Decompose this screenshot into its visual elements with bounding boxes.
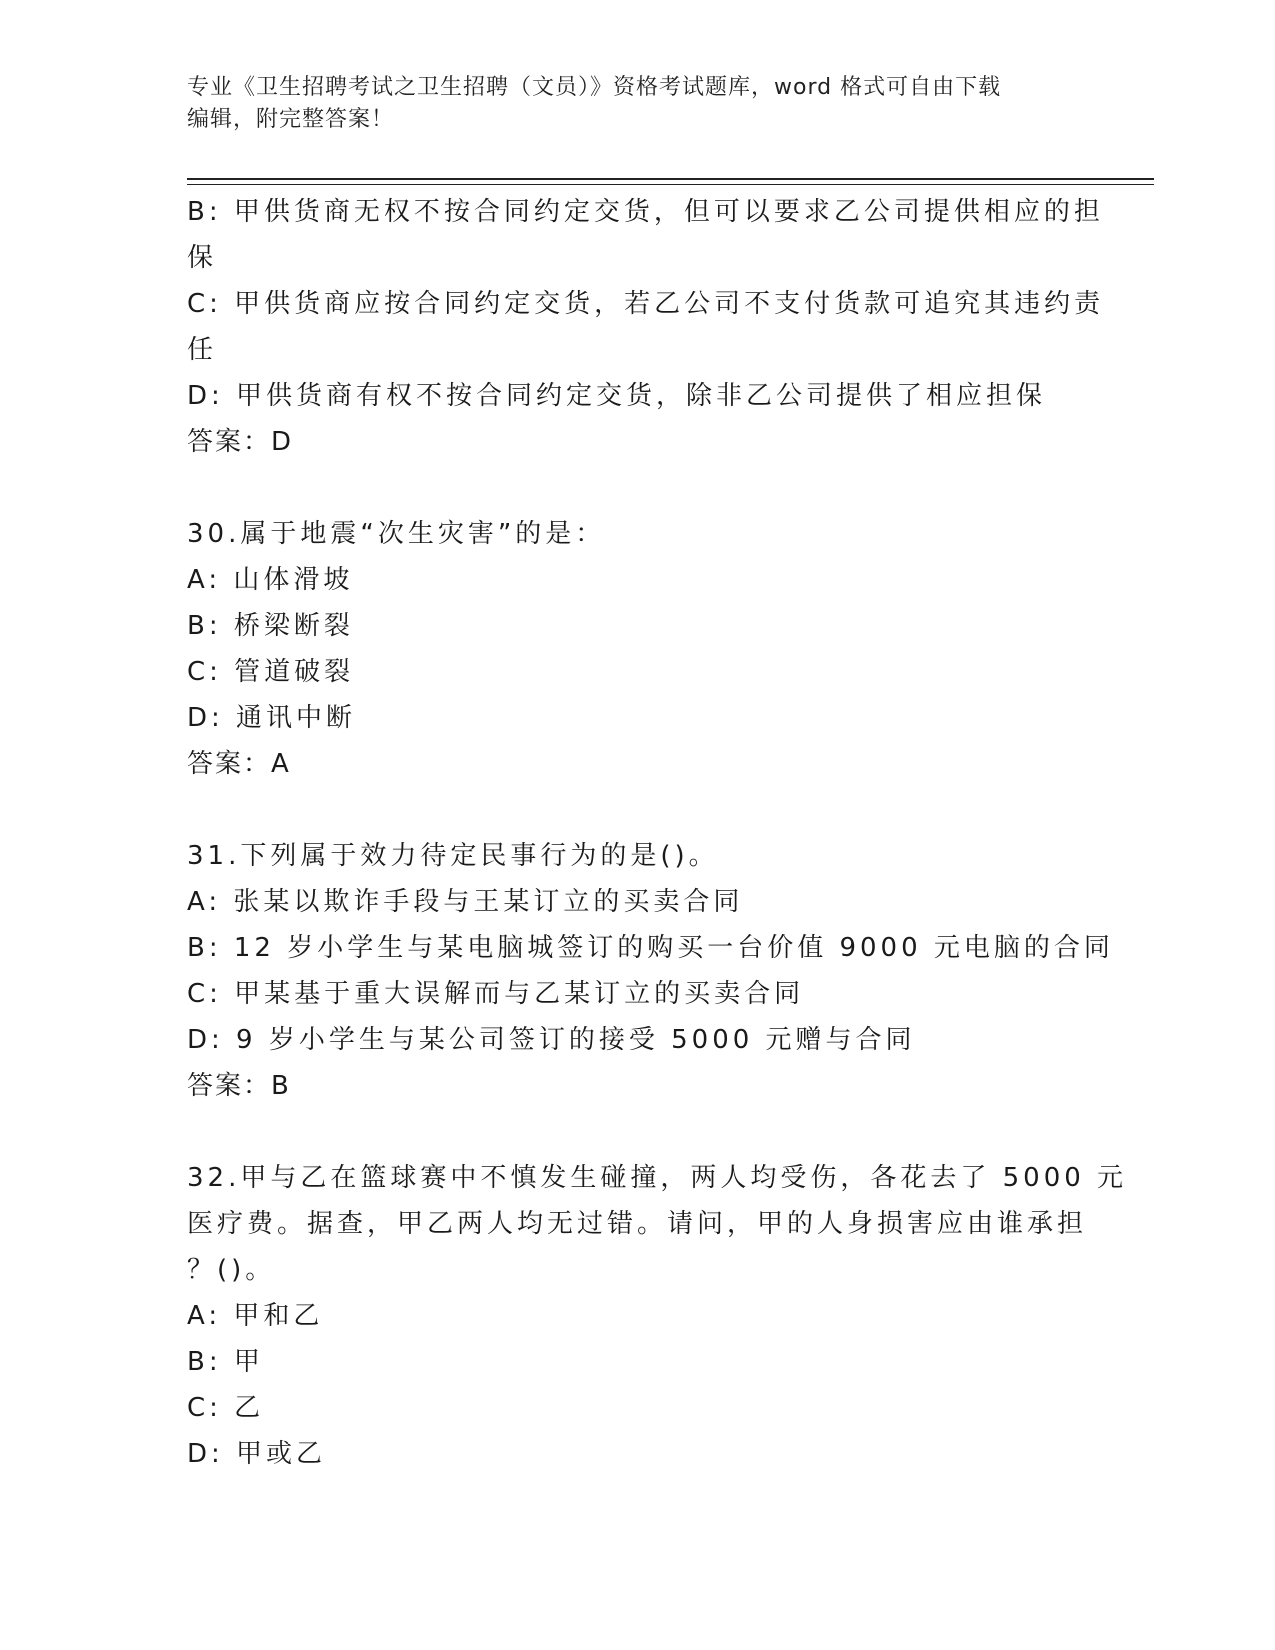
q31-option-c: C: 甲某基于重大误解而与乙某订立的买卖合同	[187, 979, 805, 1009]
q32-option-c: C: 乙	[187, 1393, 265, 1423]
q29-option-b-line2: 保	[187, 243, 218, 273]
q29-answer: 答案：D	[187, 427, 294, 457]
q29-option-b-line1: B: 甲供货商无权不按合同约定交货，但可以要求乙公司提供相应的担	[187, 197, 1104, 227]
q31-stem: 31.下列属于效力待定民事行为的是()。	[187, 841, 719, 871]
q29-option-d: D: 甲供货商有权不按合同约定交货，除非乙公司提供了相应担保	[187, 381, 1047, 411]
q30-option-c: C: 管道破裂	[187, 657, 355, 687]
q32-option-b: B: 甲	[187, 1347, 264, 1377]
q30-option-a: A: 山体滑坡	[187, 565, 354, 595]
q29-option-c-line1: C: 甲供货商应按合同约定交货，若乙公司不支付货款可追究其违约责	[187, 289, 1105, 319]
header-rule-thin	[187, 184, 1154, 185]
q29-option-c-line2: 任	[187, 335, 218, 365]
header-line-2: 编辑，附完整答案！	[187, 107, 395, 132]
spacer	[187, 1109, 1087, 1155]
q30-answer: 答案：A	[187, 749, 291, 779]
question-content	[187, 189, 1128, 1477]
spacer	[187, 787, 1087, 833]
header-rule-thick	[187, 178, 1154, 180]
q31-answer: 答案：B	[187, 1071, 291, 1101]
q30-option-b: B: 桥梁断裂	[187, 611, 354, 641]
q32-stem-line1: 32.甲与乙在篮球赛中不慎发生碰撞，两人均受伤，各花去了 5000 元	[187, 1163, 1128, 1193]
q31-option-b: B: 12 岁小学生与某电脑城签订的购买一台价值 9000 元电脑的合同	[187, 933, 1114, 963]
q32-stem-line2: 医疗费。据查，甲乙两人均无过错。请问，甲的人身损害应由谁承担	[187, 1209, 1088, 1239]
header-line-1: 专业《卫生招聘考试之卫生招聘（文员）》资格考试题库，word 格式可自由下载	[187, 75, 1002, 100]
q30-option-d: D: 通讯中断	[187, 703, 357, 733]
document-header	[187, 72, 1067, 136]
q32-stem-line3: ？()。	[187, 1255, 276, 1285]
q31-option-d: D: 9 岁小学生与某公司签订的接受 5000 元赠与合同	[187, 1025, 916, 1055]
q32-option-a: A: 甲和乙	[187, 1301, 324, 1331]
q31-option-a: A: 张某以欺诈手段与王某订立的买卖合同	[187, 887, 744, 917]
q32-option-d: D: 甲或乙	[187, 1439, 327, 1469]
q30-stem: 30.属于地震“次生灾害”的是：	[187, 519, 606, 549]
spacer	[187, 465, 1087, 511]
